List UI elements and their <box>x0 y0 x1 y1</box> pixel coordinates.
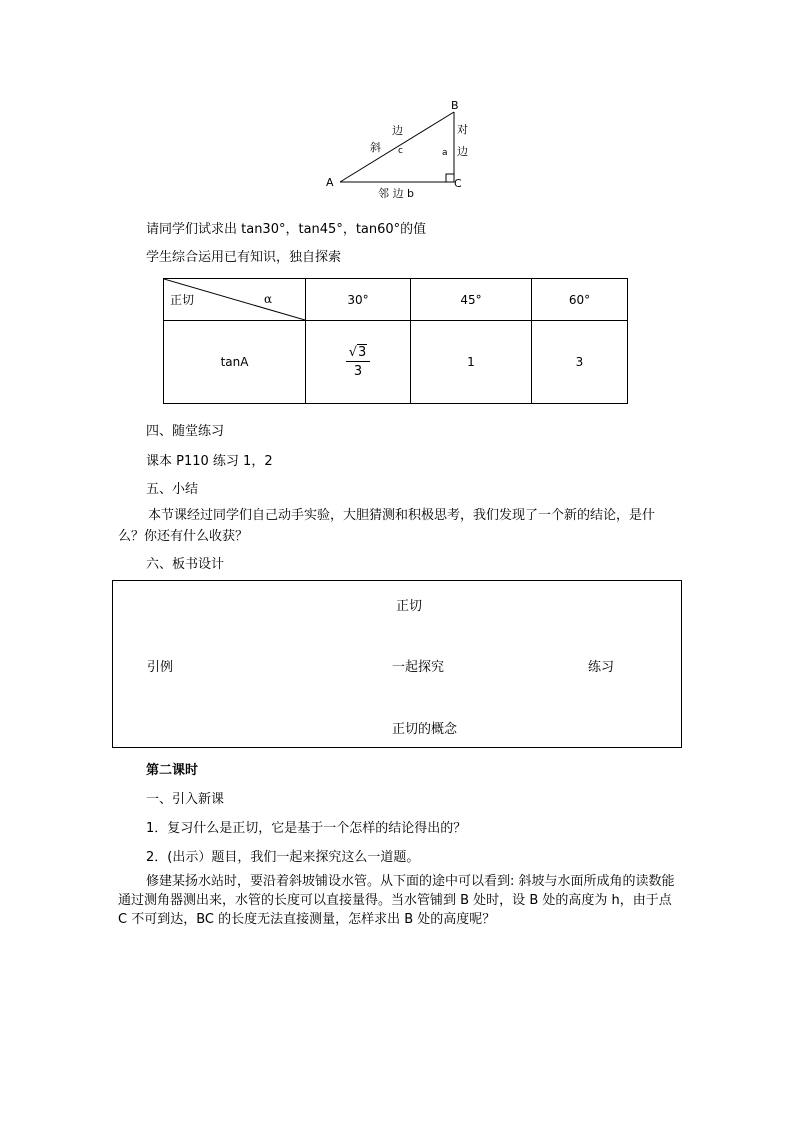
header-60: 60° <box>532 279 628 321</box>
adjacent-label: 邻 边 b <box>378 187 414 200</box>
explore-line: 学生综合运用已有知识，独自探索 <box>146 250 342 265</box>
value-45: 1 <box>411 321 532 404</box>
header-30: 30° <box>306 279 411 321</box>
item-1: 1．复习什么是正切，它是基于一个怎样的结论得出的？ <box>146 821 467 836</box>
hypotenuse-char-2: 边 <box>392 124 403 137</box>
opposite-char-2: 边 <box>457 145 468 158</box>
board-bottom-item: 正切的概念 <box>392 722 458 737</box>
row-label-tana: tanA <box>164 321 306 404</box>
right-triangle-figure <box>320 96 480 200</box>
value-60: 3 <box>532 321 628 404</box>
board-title: 正切 <box>396 599 423 614</box>
header-45: 45° <box>411 279 532 321</box>
tan-value-table <box>163 278 628 404</box>
vertex-c-label: C <box>454 177 462 190</box>
opposite-char-1: 对 <box>457 123 468 136</box>
opposite-letter: a <box>442 148 448 158</box>
problem-paragraph: 修建某扬水站时，要沿着斜坡铺设水管。从下面的途中可以看到: 斜坡与水面所成角的读数能通过测角器测出来，水管的长度可以直接量得。当水管铺到 B 处时，设 B 处的高度为 h，由于点 C 不可到达，BC 的长度无法直接测量，怎样求出 B 处的高度呢？ <box>118 874 675 927</box>
table-corner-cell <box>164 279 306 321</box>
board-left-item: 引例 <box>147 660 174 675</box>
lesson-2-heading: 第二课时 <box>146 763 199 778</box>
fraction-sqrt3-over-3: $\frac{√3}{3}$ <box>346 346 371 378</box>
summary-paragraph: 本节课经过同学们自己动手实验，大胆猜测和积极思考，我们发现了一个新的结论，是什么？你还有什么收获？ <box>118 508 656 544</box>
board-right-item: 练习 <box>588 660 615 675</box>
corner-col-label: α <box>264 292 273 306</box>
corner-row-label: 正切 <box>170 293 195 307</box>
board-design-box <box>112 580 682 748</box>
item-2: 2．(出示）题目，我们一起来探究这么一道题。 <box>146 850 420 865</box>
triangle-diagram <box>320 96 480 200</box>
section-6-heading: 六、板书设计 <box>146 557 225 572</box>
hypotenuse-letter: c <box>398 146 403 156</box>
section-4-heading: 四、随堂练习 <box>146 424 225 439</box>
prompt-line: 请同学们试求出 tan30°，tan45°，tan60°的值 <box>146 222 427 237</box>
fraction-numerator-radicand: 3 <box>358 345 367 360</box>
exercise-line: 课本 P110 练习 1，2 <box>146 454 273 469</box>
hypotenuse-char-1: 斜 <box>370 141 381 154</box>
board-center-item: 一起探究 <box>392 660 445 675</box>
value-30 <box>306 321 411 404</box>
vertex-a-label: A <box>326 176 334 189</box>
fraction-denominator: 3 <box>353 364 363 379</box>
section-1-heading: 一、引入新课 <box>146 792 225 807</box>
section-5-heading: 五、小结 <box>146 482 199 497</box>
vertex-b-label: B <box>451 99 459 112</box>
